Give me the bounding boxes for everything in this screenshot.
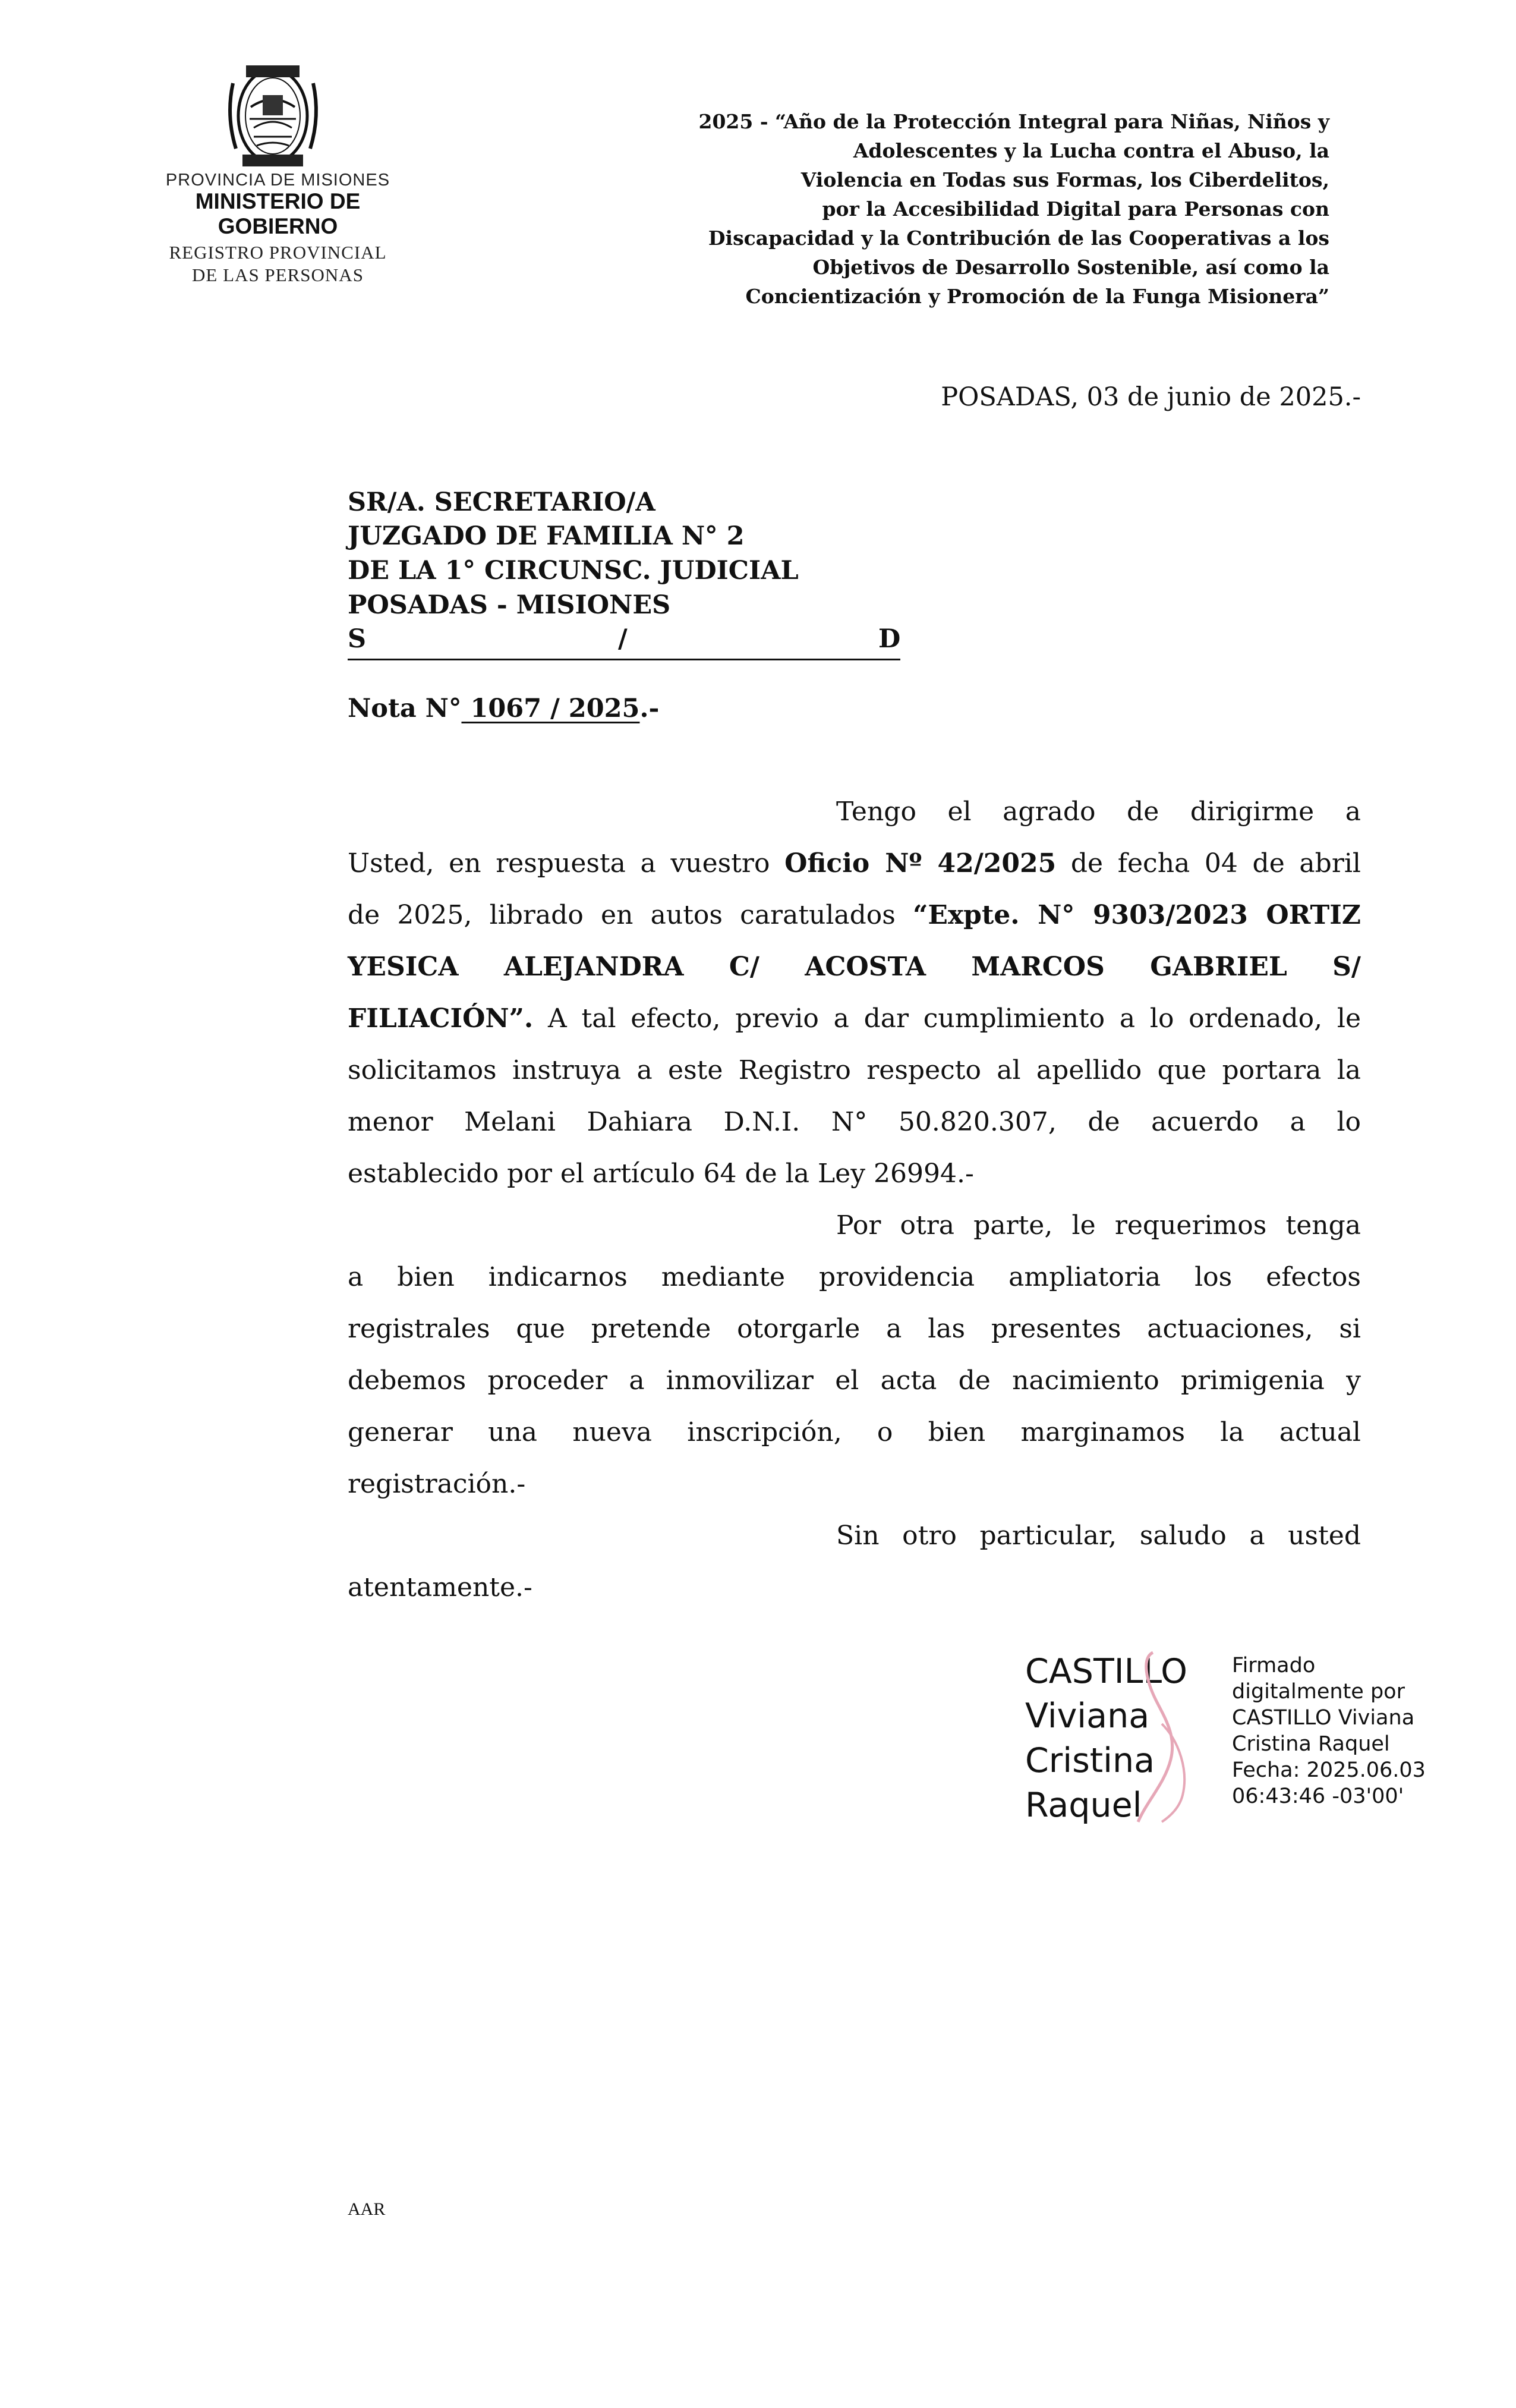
paragraph-line	[348, 900, 1361, 948]
addressee-line3: DE LA 1° CIRCUNSC. JUDICIAL	[348, 556, 799, 586]
signer-name-line: CASTILLO	[1025, 1652, 1187, 1691]
registry-name-line1: REGISTRO PROVINCIAL	[169, 242, 387, 263]
paragraph-line: establecido por el artículo 64 de la Ley 26994.-	[348, 1159, 974, 1189]
paragraph-line: registrales que pretende otorgarle a las presentes actuaciones, si	[348, 1314, 1361, 1344]
signature-details	[1232, 1652, 1426, 1809]
motto-line: Adolescentes y la Lucha contra el Abuso, la	[853, 139, 1329, 162]
paragraph-line	[348, 1003, 1361, 1051]
note-number	[348, 694, 659, 723]
addressee-line4: POSADAS - MISIONES	[348, 590, 671, 620]
su-despacho-line	[348, 624, 900, 660]
note-number-value: 1067 / 2025	[461, 694, 640, 723]
motto-line: por la Accesibilidad Digital para Personas con	[822, 197, 1329, 221]
addressee-line2: JUZGADO DE FAMILIA N° 2	[348, 521, 745, 551]
text-run: Usted, en respuesta a vuestro	[348, 848, 785, 879]
motto-line: Discapacidad y la Contribución de las Cooperativas a los	[708, 226, 1329, 250]
text-run: de fecha 04 de abril	[1056, 848, 1361, 879]
provincial-seal-logo	[221, 59, 325, 169]
paragraph-line	[348, 848, 1361, 896]
paragraph-line: menor Melani Dahiara D.N.I. N° 50.820.307, de acuerdo a lo	[348, 1107, 1361, 1137]
motto-line: Concientización y Promoción de la Funga Misionera”	[745, 285, 1329, 308]
paragraph-line: Sin otro particular, saludo a usted	[836, 1521, 1361, 1551]
text-run: A tal efecto, previo a dar cumplimiento a lo ordenado, le	[533, 1003, 1361, 1034]
note-suffix: .-	[639, 694, 660, 723]
signature-detail-line: 06:43:46 -03'00'	[1232, 1784, 1404, 1808]
paragraph-line: a bien indicarnos mediante providencia ampliatoria los efectos	[348, 1262, 1361, 1292]
ministry-name: MINISTERIO DE GOBIERNO	[195, 189, 361, 238]
signer-name-line: Raquel	[1025, 1786, 1142, 1825]
case-reference: “Expte. N° 9303/2023 ORTIZ	[913, 900, 1361, 930]
case-reference: YESICA ALEJANDRA C/ ACOSTA MARCOS GABRIEL S/	[348, 952, 1361, 982]
sd-right: D	[878, 624, 901, 654]
author-initials: AAR	[348, 2199, 386, 2219]
sd-left: S	[348, 624, 367, 654]
signer-name-line: Viviana	[1025, 1696, 1150, 1736]
addressee-line1: SR/A. SECRETARIO/A	[348, 487, 655, 517]
sd-mid: /	[618, 624, 628, 654]
province-name: PROVINCIA DE MISIONES	[165, 171, 390, 190]
signer-name-line: Cristina	[1025, 1741, 1155, 1780]
motto-line: Violencia en Todas sus Formas, los Ciberdelitos,	[800, 168, 1329, 191]
signature-detail-line: Fecha: 2025.06.03	[1232, 1758, 1426, 1782]
motto-line: Objetivos de Desarrollo Sostenible, así como la	[812, 256, 1329, 279]
place-and-date: POSADAS, 03 de junio de 2025.-	[941, 382, 1361, 412]
paragraph-line: atentamente.-	[348, 1572, 532, 1603]
registry-name-line2: DE LAS PERSONAS	[192, 265, 364, 285]
paragraph-line: solicitamos instruya a este Registro respecto al apellido que portara la	[348, 1055, 1361, 1085]
signature-detail-line: Cristina Raquel	[1232, 1732, 1390, 1756]
signature-detail-line: Firmado	[1232, 1654, 1316, 1677]
case-reference: FILIACIÓN”.	[348, 1003, 534, 1034]
signature-detail-line: digitalmente por	[1232, 1680, 1405, 1704]
paragraph-line: generar una nueva inscripción, o bien marginamos la actual	[348, 1417, 1361, 1447]
office-reference: Oficio Nº 42/2025	[784, 848, 1057, 879]
year-motto	[571, 107, 1329, 311]
signature-detail-line: CASTILLO Viviana	[1232, 1706, 1415, 1730]
motto-line: 2025 - “Año de la Protección Integral para Niñas, Niños y	[698, 110, 1329, 133]
paragraph-line: Tengo el agrado de dirigirme a	[836, 797, 1361, 827]
paragraph-line: Por otra parte, le requerimos tenga	[836, 1210, 1361, 1241]
paragraph-line: debemos proceder a inmovilizar el acta de nacimiento primigenia y	[348, 1365, 1361, 1396]
paragraph-line: registración.-	[348, 1469, 526, 1499]
text-run: de 2025, librado en autos caratulados	[348, 900, 913, 930]
note-label: Nota N°	[348, 694, 462, 723]
digital-signature-mark-icon	[1129, 1647, 1194, 1825]
paragraph-line	[348, 952, 1361, 999]
